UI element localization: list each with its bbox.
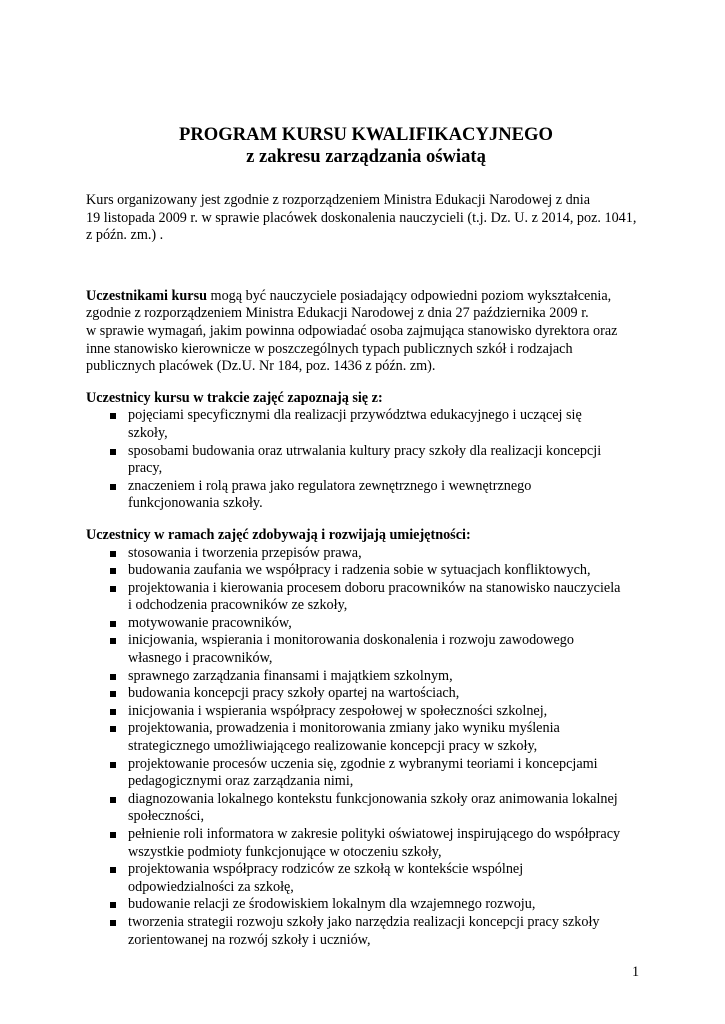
list-item [86,791,646,826]
list-item-line: tworzenia strategii rozwoju szkoły jako narzędzia realizacji koncepcji pracy szkoły [128,913,600,930]
bullet-icon [110,621,116,627]
list-item-line: projektowania i kierowania procesem doboru pracowników na stanowisko nauczyciela [128,579,621,596]
participants-line: publicznych placówek (Dz.U. Nr 184, poz. 1436 z późn. zm). [86,358,436,375]
title-line-1: PROGRAM KURSU KWALIFIKACYJNEGO [179,124,553,145]
bullet-icon [110,638,116,644]
list-item-line: znaczeniem i rolą prawa jako regulatora zewnętrznego i wewnętrznego [128,477,532,494]
page-number: 1 [632,964,640,980]
list-item-line: pełnienie roli informatora w zakresie polityki oświatowej inspirującego do współpracy [128,826,621,842]
list-item [86,580,646,615]
bullet-icon [110,449,116,455]
list-item [86,685,646,703]
intro-paragraph [86,192,646,245]
participants-line-rest: mogą być nauczyciele posiadający odpowiedni poziom wykształcenia, [207,287,612,304]
list-item-line: projektowanie procesów uczenia się, zgodnie z wybranymi teoriami i koncepcjami [128,755,598,772]
bullet-icon [110,691,116,697]
page-content [86,124,646,949]
list-item-line: stosowania i tworzenia przepisów prawa, [128,544,362,561]
list-item [86,703,646,721]
participants-line: inne stanowisko kierownicze w poszczególnych typach publicznych szkół i rodzajach [86,340,573,357]
list-item [86,632,646,667]
list-item-line: projektowania współpracy rodziców ze szkołą w kontekście wspólnej [128,861,524,878]
list-item [86,861,646,896]
document-title [86,124,646,168]
list-item-line: odpowiedzialności za szkołę, [128,878,294,895]
list-item [86,756,646,791]
list-item-line: motywowanie pracowników, [128,614,292,631]
list-item-line: zorientowanej na rozwój szkoły i uczniów, [128,931,371,948]
list-item-line: i odchodzenia pracowników ze szkoły, [128,597,348,614]
bullet-icon [110,674,116,680]
intro-line: Kurs organizowany jest zgodnie z rozporządzeniem Ministra Edukacji Narodowej z dnia [86,192,591,208]
participants-paragraph [86,288,646,376]
list-item-line: szkoły, [128,424,168,441]
list-item-line: sposobami budowania oraz utrwalania kultury pracy szkoły dla realizacji koncepcji [128,442,602,459]
bullet-icon [110,726,116,732]
bullet-icon [110,484,116,490]
bullet-icon [110,902,116,908]
bullet-icon [110,551,116,557]
list-item-line: strategicznego umożliwiającego realizowanie koncepcji pracy w szkoły, [128,738,538,755]
list-item [86,478,646,513]
list-item-line: własnego i pracowników, [128,650,273,667]
participants-first-line [86,288,646,306]
list-item [86,545,646,563]
list-item [86,914,646,949]
intro-line: 19 listopada 2009 r. w sprawie placówek doskonalenia nauczycieli (t.j. Dz. U. z 2014, poz. 1041, [86,209,637,226]
list-item-line: funkcjonowania szkoły. [128,495,263,512]
title-line-2: z zakresu zarządzania oświatą [246,146,486,167]
list-item-line: budowanie relacji ze środowiskiem lokalnym dla wzajemnego rozwoju, [128,896,536,913]
list-item-line: społeczności, [128,808,205,825]
list-item [86,896,646,914]
list-item-line: pojęciami specyficznymi dla realizacji przywództwa edukacyjnego i uczącej się [128,407,582,424]
list-item [86,668,646,686]
bullet-icon [110,920,116,926]
list-item [86,443,646,478]
section2-heading: Uczestnicy w ramach zajęć zdobywają i rozwijają umiejętności: [86,526,471,543]
section1-list [86,407,646,513]
list-item-line: diagnozowania lokalnego kontekstu funkcjonowania szkoły oraz animowania lokalnej [128,790,618,807]
list-item [86,615,646,633]
section1-heading: Uczestnicy kursu w trakcie zajęć zapoznają się z: [86,389,383,406]
list-item-line: projektowania, prowadzenia i monitorowania zmiany jako wyniku myślenia [128,720,560,737]
bullet-icon [110,867,116,873]
section2-list [86,545,646,950]
participants-lead: Uczestnikami kursu [86,287,207,304]
participants-line: w sprawie wymagań, jakim powinna odpowiadać osoba zajmująca stanowisko dyrektora oraz [86,322,618,339]
list-item [86,562,646,580]
list-item [86,407,646,442]
list-item [86,826,646,861]
bullet-icon [110,832,116,838]
list-item-line: inicjowania, wspierania i monitorowania doskonalenia i rozwoju zawodowego [128,632,574,649]
bullet-icon [110,709,116,715]
list-item-line: sprawnego zarządzania finansami i majątkiem szkolnym, [128,667,453,684]
list-item-line: pracy, [128,460,163,477]
participants-line: zgodnie z rozporządzeniem Ministra Edukacji Narodowej z dnia 27 października 2009 r. [86,305,589,322]
bullet-icon [110,797,116,803]
bullet-icon [110,413,116,419]
list-item-line: budowania koncepcji pracy szkoły opartej na wartościach, [128,685,460,702]
bullet-icon [110,586,116,592]
bullet-icon [110,568,116,574]
list-item [86,720,646,755]
list-item-line: pedagogicznymi oraz zarządzania nimi, [128,773,354,790]
list-item-line: inicjowania i wspierania współpracy zespołowej w społeczności szkolnej, [128,702,548,719]
bullet-icon [110,762,116,768]
list-item-line: budowania zaufania we współpracy i radzenia sobie w sytuacjach konfliktowych, [128,562,591,579]
intro-line: z późn. zm.) . [86,227,164,244]
list-item-line: wszystkie podmioty funkcjonujące w otoczeniu szkoły, [128,843,442,860]
